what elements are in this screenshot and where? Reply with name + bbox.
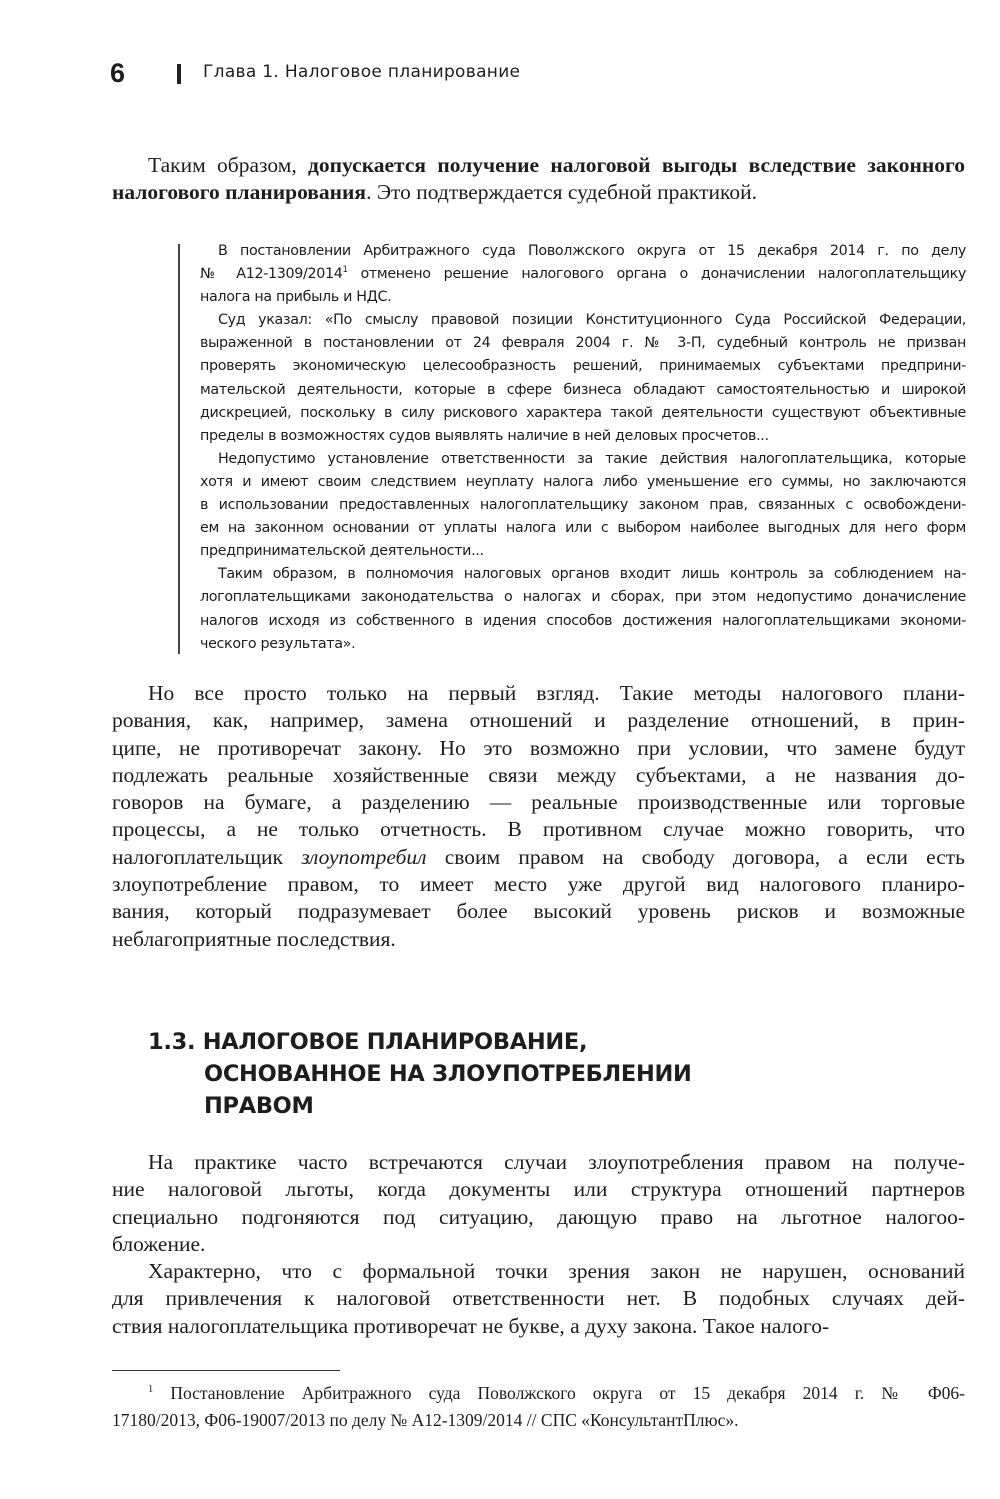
text-run: вания, который подразумевает более высокий уровень рисков и возможные [112,899,965,924]
footnote-separator [112,1370,340,1371]
text-line [200,471,966,494]
text-run: Постановление Арбитражного суда Поволжского округа от 15 декабря 2014 г. № Ф06- [153,1383,965,1403]
text-line [112,1285,965,1312]
text-line [112,816,965,843]
text-line [200,610,966,633]
section-number: 1.3. [148,1029,196,1055]
main-paragraph [112,680,965,953]
text-run: Характерно, что с формальной точки зрения закон не нарушен, оснований [148,1259,965,1284]
section-heading-line [148,1026,692,1058]
text-run: пределы в возможностях судов выявлять наличие в ней деловых просчетов... [200,427,769,444]
text-line [200,379,966,402]
text-run: Таким образом, [148,153,309,177]
text-run: дискрецией, поскольку в силу рискового характера такой деятельности существуют объективные [200,404,966,421]
footnote-ref: 1 [148,1384,154,1396]
text-line [112,1258,965,1285]
text-run: . Это подтверждается судебной практикой. [366,180,757,205]
text-line [112,1231,965,1258]
text-run: налогов исходя из собственного в идения способов достижения налогоплательщиками экономи- [200,612,966,629]
section-title-line: ПРАВОМ [204,1093,314,1119]
text-line [200,425,966,448]
text-line [200,286,966,309]
section-title-line: НАЛОГОВОЕ ПЛАНИРОВАНИЕ, [202,1029,588,1055]
text-run: говоров на бумаге, а разделению — реальные производственные или торговые [112,790,965,815]
text-run: ем на законном основании от уплаты налога или с выбором наиболее выгодных для него форм [200,520,966,537]
text-line [200,448,966,471]
text-line [112,179,965,206]
text-run: налогового планирования [112,180,367,205]
text-line [200,517,966,540]
text-line [112,1149,965,1176]
text-run: ципе, не противоречат закону. Но это возможно при условии, что замене будут [112,735,965,760]
text-run: ческого результата». [200,635,356,652]
text-line [112,1313,965,1340]
text-line [112,152,965,179]
footnote [112,1380,965,1434]
text-run: логоплательщиками законодательства о налогах и сборах, при этом недопустимо доначисление [200,589,966,606]
text-run: злоупотребление правом, то имеет место уже другой вид налогового планиро- [112,872,965,897]
text-run: № А12-1309/2014 [200,266,343,283]
text-run: подлежать реальные хозяйственные связи между субъектами, а не названия до- [112,762,965,787]
text-line [200,402,966,425]
section-title-line: ОСНОВАННОЕ НА ЗЛОУПОТРЕБЛЕНИИ [204,1061,692,1087]
text-run: своим правом на свободу договора, а если есть [426,844,965,869]
text-run: неблагоприятные последствия. [112,926,396,951]
text-run: бложение. [112,1231,206,1256]
text-run: налогоплательщик [112,844,302,869]
text-run: ствия налогоплательщика противоречат не букве, а духу закона. Такое налого- [112,1313,830,1338]
text-line [200,263,966,286]
section-body [112,1149,965,1340]
section-heading [148,1026,692,1122]
text-line [112,1176,965,1203]
header-divider [177,64,181,84]
text-run: в использовании предоставленных налогоплательщику законом прав, связанных с освобождени- [200,497,966,514]
text-run: 17180/2013, Ф06-19007/2013 по делу № А12-1309/2014 // СПС «КонсультантПлюс». [112,1410,739,1430]
text-run: рования, как, например, замена отношений и разделение отношений, в прин- [112,708,965,733]
text-run: проверять экономическую целесообразность решений, принимаемых субъектами предприни- [200,358,966,375]
text-run: предпринимательской деятельности... [200,543,484,560]
text-run: специально подгоняются под ситуацию, дающую право на льготное налогоо- [112,1204,965,1229]
text-line [200,309,966,332]
quote-bar [178,244,180,654]
text-line [112,1204,965,1231]
footnote-ref: 1 [342,265,348,276]
text-run: отменено решение налогового органа о доначислении налогоплательщику [347,266,966,283]
text-run: хотя и имеют своим следствием неуплату налога либо уменьшение его суммы, но заключаются [200,473,966,490]
text-line [112,762,965,789]
text-line [112,707,965,734]
running-header-chapter-title: Глава 1. Налоговое планирование [203,62,521,82]
text-line [112,735,965,762]
text-line [112,898,965,925]
text-run: ние налоговой льготы, когда документы или структура отношений партнеров [112,1177,965,1202]
text-run: Суд указал: «По смыслу правовой позиции Конституционного Суда Российской Федерации, [218,312,966,329]
text-line [112,680,965,707]
text-line [200,494,966,517]
page-number: 6 [110,58,126,88]
text-line [112,789,965,816]
text-line [200,355,966,378]
text-line [200,563,966,586]
text-line [200,332,966,355]
text-run: Недопустимо установление ответственности за такие действия налогоплательщика, которые [218,450,966,467]
text-line [112,1407,965,1434]
intro-paragraph [112,152,965,207]
text-line [112,844,965,871]
text-run: На практике часто встречаются случаи злоупотребления правом на получе- [148,1150,965,1174]
text-run: для привлечения к налоговой ответственности нет. В подобных случаях дей- [112,1286,965,1311]
text-run: злоупотребил [301,844,427,869]
text-run: налога на прибыль и НДС. [200,289,392,306]
text-line [112,1380,965,1407]
text-line [200,540,966,563]
text-line [200,586,966,609]
text-line [200,240,966,263]
text-line [200,633,966,656]
text-line [112,926,965,953]
text-run: Таким образом, в полномочия налоговых органов входит лишь контроль за соблюдением на- [218,566,966,583]
court-quote-block [200,240,966,656]
text-run: допускается получение налоговой выгоды вследствие законного [308,153,965,177]
text-run: Но все просто только на первый взгляд. Такие методы налогового плани- [148,681,965,705]
text-line [112,871,965,898]
text-run: мательской деятельности, которые в сфере бизнеса обладают самостоятельностью и широкой [200,381,966,398]
text-run: В постановлении Арбитражного суда Поволжского округа от 15 декабря 2014 г. по делу [218,243,966,259]
text-run: выраженной в постановлении от 24 февраля 2004 г. № 3-П, судебный контроль не призван [200,335,966,352]
text-run: процессы, а не только отчетность. В противном случае можно говорить, что [112,817,965,842]
